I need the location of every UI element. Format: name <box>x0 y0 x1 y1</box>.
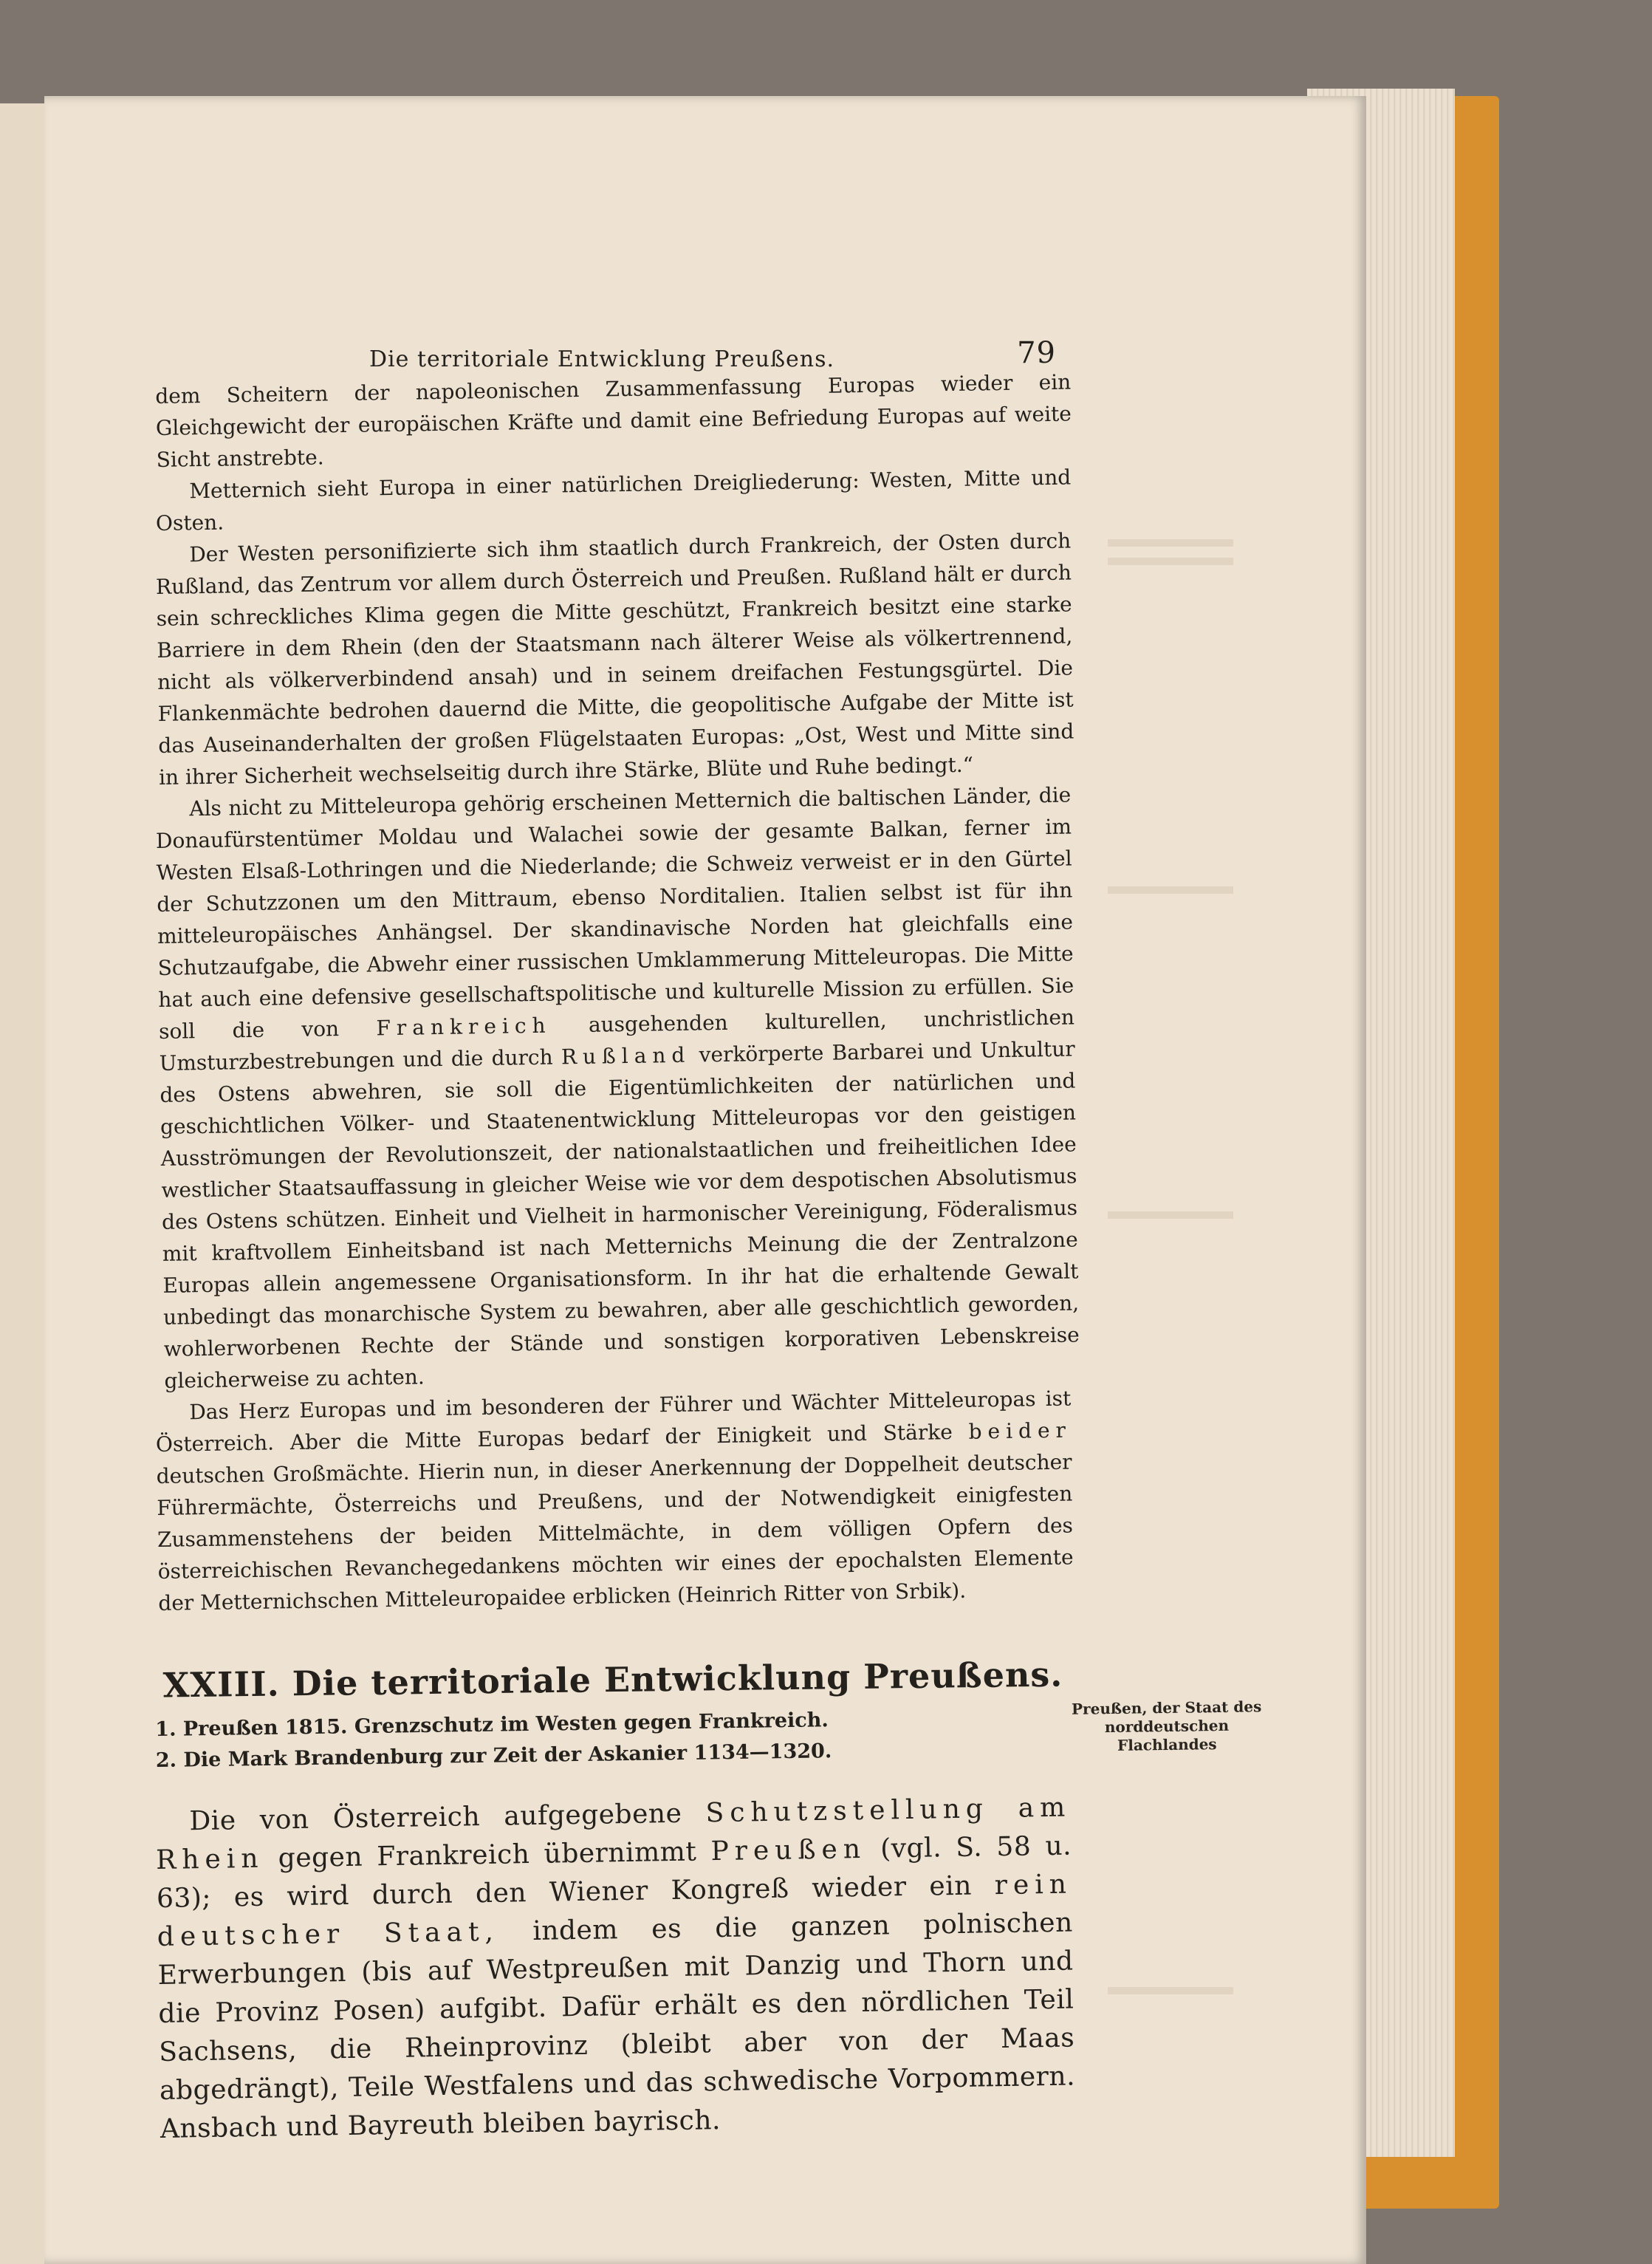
emphasized-word: Frankreich <box>376 1013 552 1041</box>
emphasized-word: Rußland <box>561 1042 691 1070</box>
text-run: Die von Österreich aufgegebene <box>189 1798 682 1837</box>
text-run: (vgl. S. 58 u. 63); es wird durch den Wiener Kongreß wieder ein <box>156 1830 1072 1914</box>
section-heading: XXIII. Die territoriale Entwicklung Preußens. <box>162 1654 1063 1706</box>
subtopic-list <box>155 1702 1072 1776</box>
emphasized-phrase: rein deutscher Staat, <box>157 1869 1073 1952</box>
page-number: 79 <box>1017 336 1056 370</box>
show-through-mark <box>1108 1211 1233 1219</box>
show-through-mark <box>1108 539 1233 547</box>
text-run: Das Herz Europas und im besonderen der Führer und Wächter Mitteleuropas ist Österreich. Aber die Mitte Europas bedarf der Einigkeit und Stärke <box>155 1386 1072 1457</box>
page-content <box>155 336 1080 2149</box>
running-title: Die territoriale Entwicklung Preußens. <box>369 346 835 372</box>
subtopic-item: 2. Die Mark Brandenburg zur Zeit der Askanier 1134—1320. <box>155 1740 832 1772</box>
paragraph: Metternich sieht Europa in einer natürlichen Dreigliederung: Westen, Mitte und Osten. <box>155 465 1072 536</box>
text-run: indem es die ganzen polnischen Erwerbungen (bis auf Westpreußen mit Danzig und Thorn und die Provinz Posen) aufgibt. Dafür erhält es den nördlichen Teil Sachsens, die Rheinprovinz (bleibt aber von der Maas abgedrängt), Teile Westfalens und das schwedische Vorpommern. Ansbach und Bayreuth bleiben bayrisch. <box>157 1907 1076 2144</box>
paragraph: Der Westen personifizierte sich ihm staatlich durch Frankreich, der Osten durch Rußland, das Zentrum vor allem durch Österreich und Preußen. Rußland hält er durch sein schreckliches Klima gegen die Mitte geschützt, Frankreich besitzt eine starke Barriere in dem Rhein (den der Staatsmann nach älterer Weise als völkertrennend, nicht als völkerverbindend ansah) und in seinem dreifachen Festungsgürtel. Die Flankenmächte bedrohen dauernd die Mitte, die geopolitische Aufgabe der Mitte ist das Auseinanderhalten der großen Flügelstaaten Europas: „Ost, West und Mitte sind in ihrer Sicherheit wechselseitig durch ihre Stärke, Blüte und Ruhe bedingt.“ <box>155 528 1075 790</box>
show-through-mark <box>1108 558 1233 565</box>
text-run: verkörperte Barbarei und Unkultur des Ostens abwehren, sie soll die Eigentümlichkeiten der natürlichen und geschichtlichen Völker- und Staatenentwicklung Mitteleuropas vor den geistigen Ausströmungen der Revolutionszeit, der nationalstaatlichen und freiheitlichen Idee westlicher Staatsauffassung in gleicher Weise wie vor dem despotischen Absolutismus des Ostens schützen. Einheit und Vielheit in harmonischer Vereinigung, Föderalismus mit kraftvollem Einheitsband ist nach Metternichs Meinung die der Zentralzone Europas allein angemessene Organisationsform. In ihr hat die erhaltende Gewalt unbedingt das monarchische System zu bewahren, aber alle geschichtlich geworden, wohlerworbenen Rechte der Stände und sonstigen korporativen Lebenskreise gleicherweise zu achten. <box>160 1036 1080 1393</box>
marginal-note: Preußen, der Staat des norddeutschen Flachlandes <box>1071 1697 1262 1754</box>
paragraph: dem Scheitern der napoleonischen Zusammenfassung Europas wieder ein Gleichgewicht der europäischen Kräfte und damit eine Befriedung Europas auf weite Sicht anstrebte. <box>155 369 1072 472</box>
text-run: deutschen Großmächte. Hierin nun, in dieser Anerkennung der Doppelheit deutscher Führermächte, Österreichs und Preußens, und der Notwendigkeit einigfesten Zusammenstehens der beiden Mittelmächte, in dem völligen Opfern des österreichischen Revanchegedankens möchten wir eines der epochalsten Elemente der Metternichschen Mitteleuropaidee erblicken (Heinrich Ritter von Srbik). <box>156 1449 1074 1615</box>
emphasized-word: Preußen <box>710 1833 867 1867</box>
text-run: gegen Frankreich übernimmt <box>278 1836 697 1874</box>
text-run: Als nicht zu Mitteleuropa gehörig erscheinen Metternich die baltischen Länder, die Donaufürstentümer Moldau und Walachei sowie der gesamte Balkan, ferner im Westen Elsaß-Lothringen und die Niederlande; die Schweiz verweist er in den Gürtel der Schutzzonen um den Mittraum, ebenso Norditalien. Italien selbst ist für ihn mitteleuropäisches Anhängsel. Der skandinavische Norden hat gleichfalls eine Schutzaufgabe, die Abwehr einer russischen Umklammerung Mitteleuropas. Die Mitte hat auch eine defensive gesellschaftspolitische und kulturelle Mission zu erfüllen. Sie soll die von <box>155 782 1075 1044</box>
book-page <box>44 96 1366 2264</box>
paragraph <box>155 779 1080 1397</box>
large-text-block <box>155 1792 1076 2149</box>
show-through-mark <box>1108 886 1233 894</box>
emphasized-word: beider <box>968 1417 1072 1444</box>
paragraph <box>155 1383 1075 1619</box>
paragraph <box>155 1789 1076 2149</box>
text-run: ausgehenden kulturellen, unchristlichen Umsturzbestrebungen und die durch <box>159 1005 1075 1075</box>
show-through-mark <box>1108 1987 1233 1994</box>
subtopic-item: 1. Preußen 1815. Grenzschutz im Westen gegen Frankreich. <box>155 1709 829 1741</box>
emphasized-phrase: Schutzstellung am Rhein <box>155 1792 1072 1875</box>
